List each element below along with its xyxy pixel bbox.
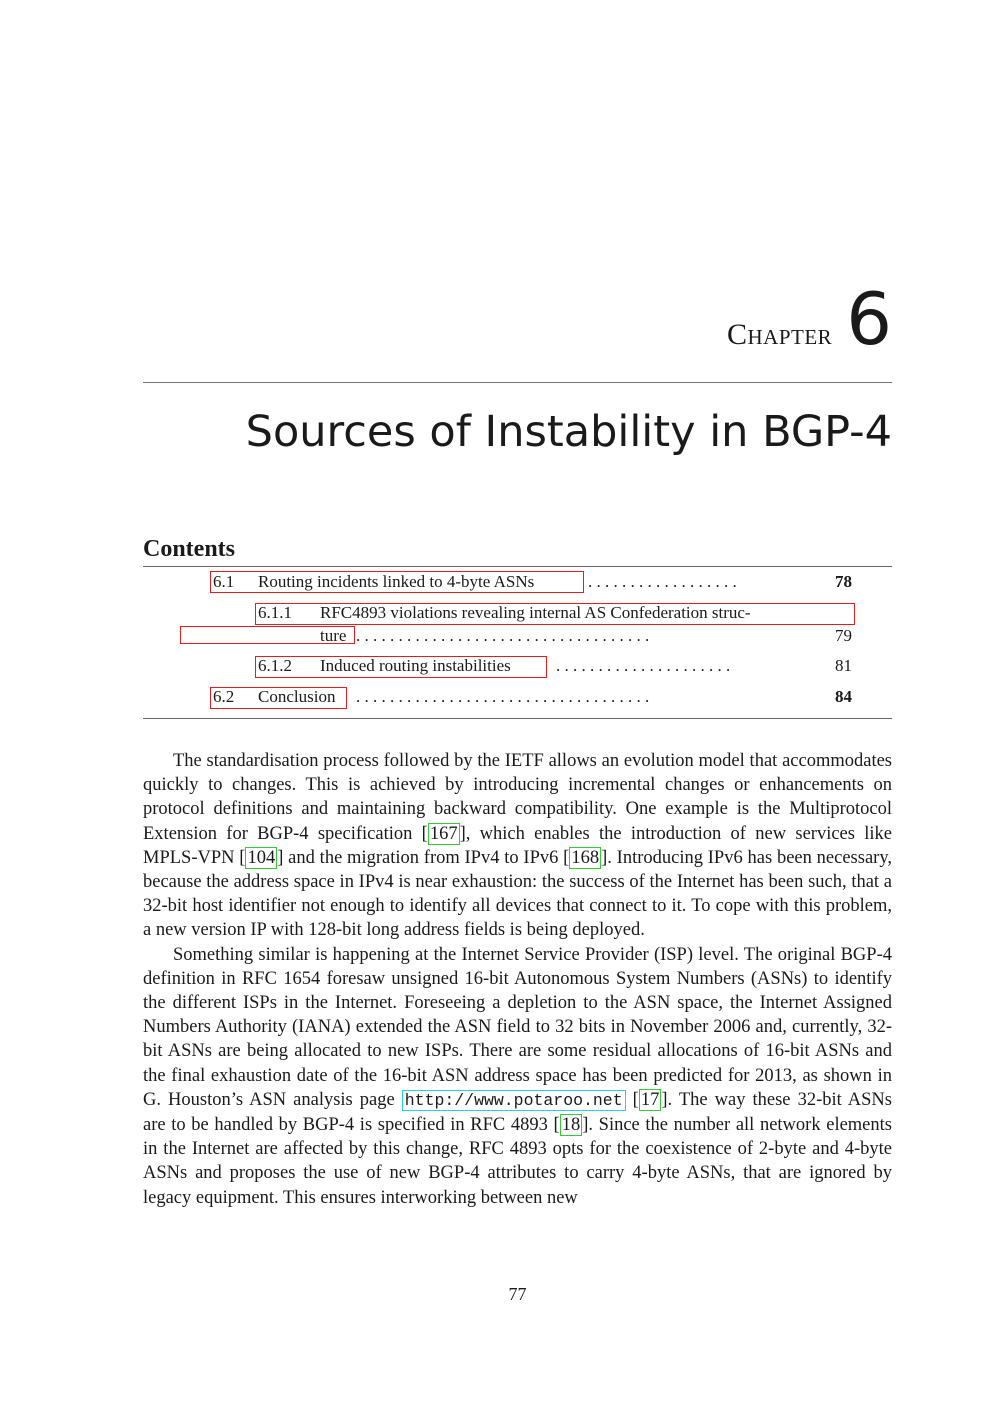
chapter-title: Sources of Instability in BGP-4 [245, 407, 892, 457]
page-number: 77 [508, 1284, 527, 1304]
text-run: , which enables the introduction of new services like MPLS-VPN [143, 823, 892, 868]
contents-top-rule [143, 566, 892, 567]
toc-leader-dots: . . . . . . . . . . . . . . . . . . . . . . . . . . . . . . . . . . . [356, 687, 650, 706]
toc-number: 6.1.2 [258, 656, 292, 675]
toc-number: 6.1 [213, 572, 235, 591]
toc-title: Routing incidents linked to 4-byte ASNs [258, 572, 535, 591]
toc-title: Induced routing instabilities [320, 656, 511, 675]
toc-number: 6.1.1 [258, 603, 292, 622]
text-run: . The way these 32-bit ASNs are to be handled by BGP-4 is specified in RFC 4893 [143, 1089, 892, 1136]
chapter-label [727, 277, 892, 361]
toc-leader-dots: . . . . . . . . . . . . . . . . . . . . . . . . . . . . . . . . . . . [356, 626, 650, 645]
contents-heading: Contents [143, 536, 236, 562]
text-run: Something similar is happening at the Internet Service Provider (ISP) level. The original BGP-4 definition in RFC 1654 foresaw unsigned 16-bit Autonomous System Numbers (ASNs) to identify the different ISPs in the Internet. Foreseeing a depletion to the ASN space, the Internet Assigned Numbers Authority (IANA) extended the ASN field to 32 bits in November 2006 and, currently, 32-bit ASNs are being allocated to new ISPs. There are some residual allocations of 16-bit ASNs and the final exhaustion date of the 16-bit ASN address space has been predicted for 2013, as shown in G. Houston’s ASN analysis page [143, 944, 892, 1110]
toc-leader-dots: . . . . . . . . . . . . . . . . . . . . . [556, 656, 731, 675]
toc-title: Conclusion [258, 687, 336, 706]
contents-bottom-rule [143, 718, 892, 719]
toc-number: 6.2 [213, 687, 235, 706]
citation-link[interactable]: 104 [247, 847, 276, 868]
text-run: . Introducing IPv6 has been necessary, because the address space in IPv4 is near exhaustion: the success of the Internet has been such, that a 32-bit host identifier not enough to identify all devices that connect to it. To cope with this problem, a new version IP with 128-bit long address fields is being deployed. [143, 847, 892, 941]
citation-link[interactable]: 168 [571, 847, 600, 868]
citation-link[interactable]: 18 [561, 1115, 581, 1136]
url-link[interactable]: http://www.potaroo.net [402, 1090, 626, 1111]
text-run: and the migration from IPv4 to IPv6 [283, 847, 564, 868]
toc-page: 84 [835, 687, 852, 706]
toc-leader-dots: . . . . . . . . . . . . . . . . . . [588, 572, 737, 591]
citation-link[interactable]: 167 [429, 823, 458, 844]
text-run: . Since the number all network elements in the Internet are affected by this change, RFC 4893 opts for the coexistence of 2-byte and 4-byte ASNs and proposes the use of new BGP-4 attributes to carry 4-byte ASNs, that are ignored by legacy equipment. This ensures interworking between new [143, 1115, 892, 1208]
chapter-word: Chapter [727, 318, 833, 351]
text-run: The standardisation process followed by the IETF allows an evolution model that accommodates quickly to changes. This is achieved by introducing incremental changes or enhancements on protocol definitions and maintaining backward compatibility. One example is the Multiprotocol Extension for BGP-4 specification [143, 751, 892, 844]
body-text [143, 749, 892, 1210]
toc-page: 81 [835, 656, 852, 675]
chapter-divider [143, 382, 892, 383]
toc-title: RFC4893 violations revealing internal AS Confederation struc- [320, 603, 751, 622]
text-run [626, 1090, 633, 1110]
toc-page: 78 [835, 572, 852, 591]
toc-title-continued: ture [320, 626, 347, 645]
toc-page: 79 [835, 626, 852, 645]
chapter-number: 6 [846, 277, 892, 361]
paragraph: Something similar is happening at the Internet Service Provider (ISP) level. The original BGP-4 definition in RFC 1654 foresaw unsigned 16-bit Autonomous System Numbers (ASNs) to identify the different ISPs in the Internet. Foreseeing a depletion to the ASN space, the Internet Assigned Numbers Authority (IANA) extended the ASN field to 32 bits in November 2006 and, currently, 32-bit ASNs are being allocated to new ISPs. There are some residual allocations of 16-bit ASNs and the final exhaustion date of the 16-bit ASN address space has been predicted for 2013, as shown in G. Houston’s ASN analysis page http://www.potaroo.net [ 17 ]. The way these 32-bit ASNs are to be handled by BGP-4 is specified in RFC 4893 [ 18 ]. Since the number all network elements in the Internet are affected by this change, RFC 4893 opts for the coexistence of 2-byte and 4-byte ASNs and proposes the use of new BGP-4 attributes to carry 4-byte ASNs, that are ignored by legacy equipment. This ensures interworking between new [143, 944, 892, 1208]
citation-link[interactable]: 17 [640, 1089, 660, 1110]
paragraph: The standardisation process followed by the IETF allows an evolution model that accommodates quickly to changes. This is achieved by introducing incremental changes or enhancements on protocol definitions and maintaining backward compatibility. One example is the Multiprotocol Extension for BGP-4 specification [ 167 ], which enables the introduction of new services like MPLS-VPN [ 104 ] and the migration from IPv4 to IPv6 [ 168 ]. Introducing IPv6 has been necessary, because the address space in IPv4 is near exhaustion: the success of the Internet has been such, that a 32-bit host identifier not enough to identify all devices that connect to it. To cope with this problem, a new version IP with 128-bit long address fields is being deployed. [143, 751, 892, 941]
